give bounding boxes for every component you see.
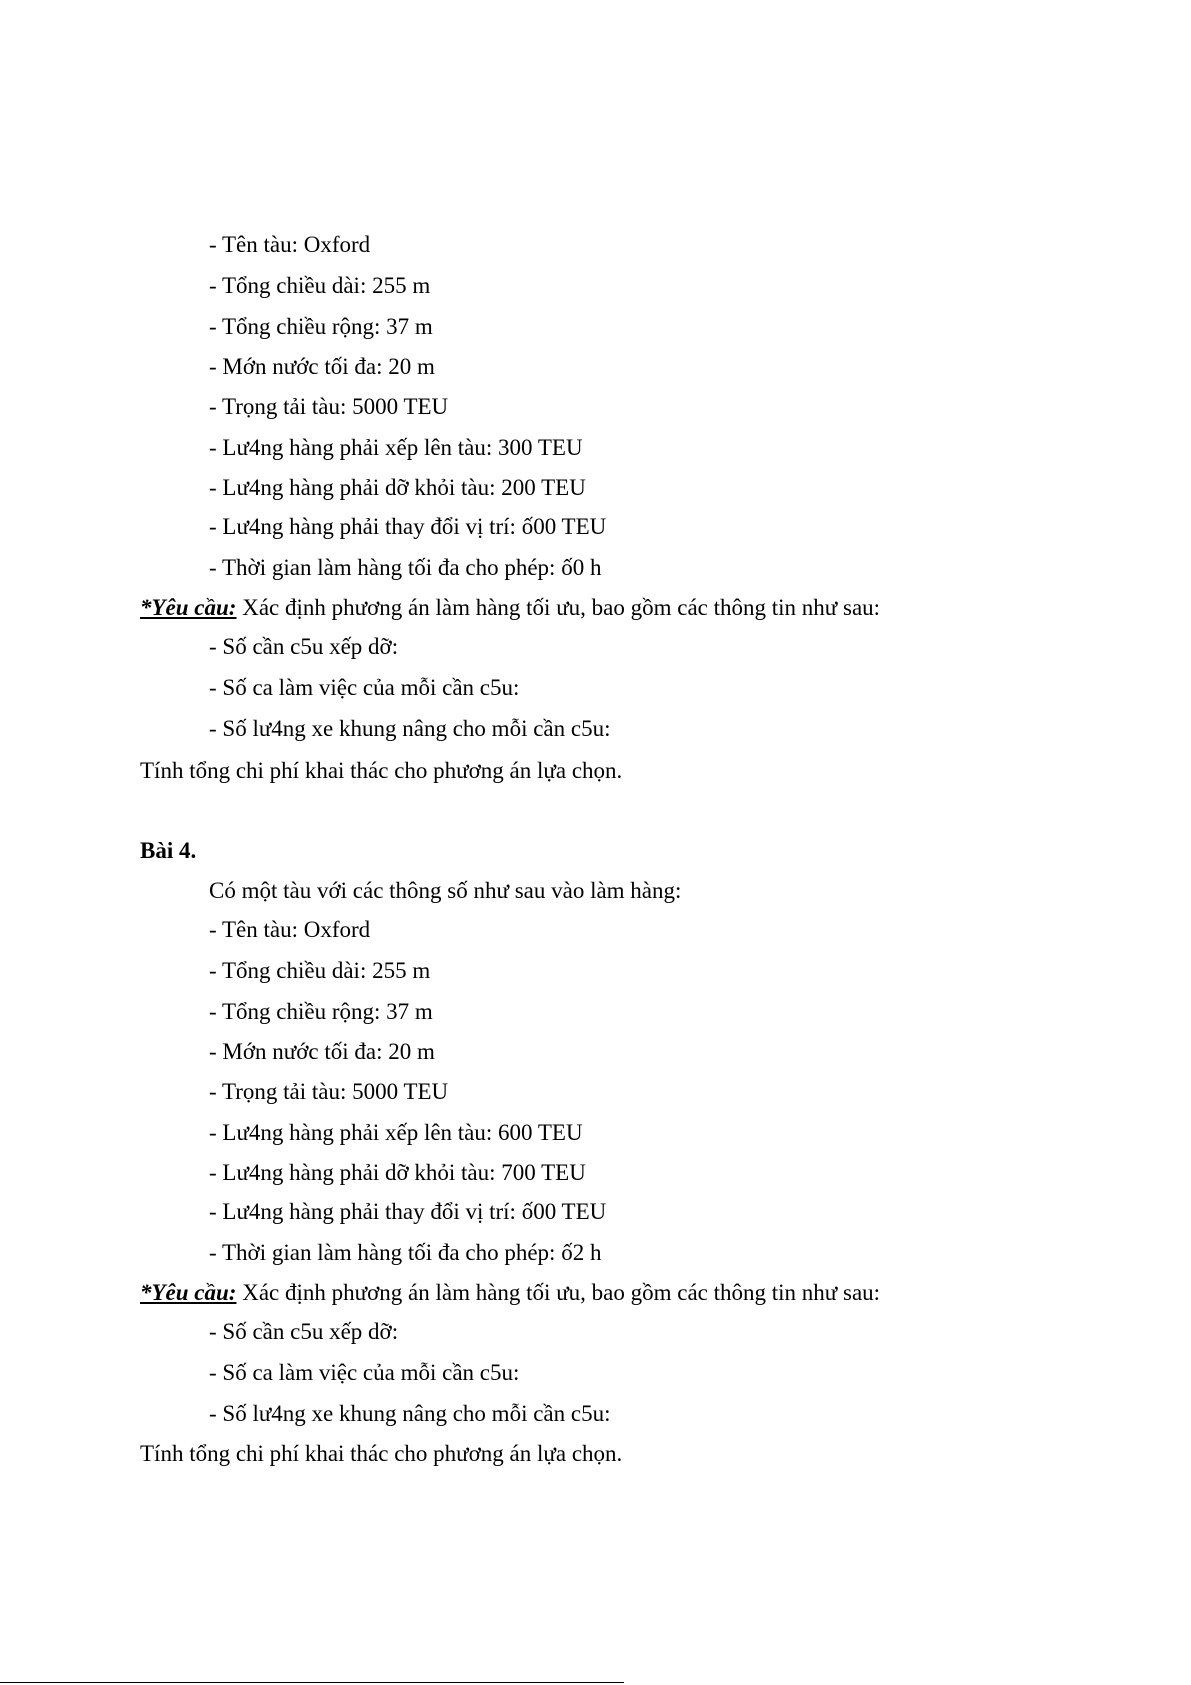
- requirement-text: Xác định phương án làm hàng tối ưu, bao gồm các thông tin như sau:: [236, 595, 881, 620]
- closing-line: Tính tổng chi phí khai thác cho phương án lựa chọn.: [140, 1441, 623, 1466]
- spec-line: - Lư4ng hàng phải thay đổi vị trí: ố00 TEU: [209, 514, 607, 539]
- spec-line: - Tổng chiều dài: 255 m: [209, 273, 431, 298]
- spec-line: - Lư4ng hàng phải xếp lên tàu: 600 TEU: [209, 1120, 583, 1145]
- requirement-label: *Yêu cầu:: [140, 1280, 237, 1305]
- spec-line: - Tên tàu: Oxford: [209, 232, 371, 257]
- sub-item: - Số ca làm việc của mỗi cần c5u:: [209, 1360, 520, 1385]
- section-heading: Bài 4.: [140, 838, 197, 863]
- requirement-label: *Yêu cầu:: [140, 595, 237, 620]
- spec-line: - Thời gian làm hàng tối đa cho phép: ố0 h: [209, 555, 602, 580]
- spec-line: - Trọng tải tàu: 5000 TEU: [209, 394, 449, 419]
- requirement-line: [140, 1280, 880, 1306]
- sub-item: - Số cần c5u xếp dỡ:: [209, 1319, 399, 1344]
- sub-item: - Số ca làm việc của mỗi cần c5u:: [209, 675, 520, 700]
- footer-divider: [0, 1682, 624, 1683]
- spec-line: - Tổng chiều rộng: 37 m: [209, 314, 433, 339]
- spec-line: - Lư4ng hàng phải dỡ khỏi tàu: 700 TEU: [209, 1160, 586, 1185]
- spec-line: - Tổng chiều rộng: 37 m: [209, 999, 433, 1024]
- spec-line: - Mớn nước tối đa: 20 m: [209, 354, 435, 379]
- sub-item: - Số cần c5u xếp dỡ:: [209, 634, 399, 659]
- closing-line: Tính tổng chi phí khai thác cho phương án lựa chọn.: [140, 758, 623, 783]
- requirement-line: [140, 595, 880, 621]
- spec-line: - Trọng tải tàu: 5000 TEU: [209, 1079, 449, 1104]
- spec-line: - Mớn nước tối đa: 20 m: [209, 1039, 435, 1064]
- spec-line: - Lư4ng hàng phải thay đổi vị trí: ố00 TEU: [209, 1199, 607, 1224]
- spec-line: - Lư4ng hàng phải dỡ khỏi tàu: 200 TEU: [209, 475, 586, 500]
- spec-line: - Lư4ng hàng phải xếp lên tàu: 300 TEU: [209, 435, 583, 460]
- intro-line: Có một tàu với các thông số như sau vào làm hàng:: [209, 878, 682, 903]
- sub-item: - Số lư4ng xe khung nâng cho mỗi cần c5u:: [209, 716, 611, 741]
- spec-line: - Thời gian làm hàng tối đa cho phép: ố2 h: [209, 1240, 602, 1265]
- spec-line: - Tên tàu: Oxford: [209, 917, 371, 942]
- spec-line: - Tổng chiều dài: 255 m: [209, 958, 431, 983]
- sub-item: - Số lư4ng xe khung nâng cho mỗi cần c5u:: [209, 1401, 611, 1426]
- requirement-text: Xác định phương án làm hàng tối ưu, bao gồm các thông tin như sau:: [236, 1280, 881, 1305]
